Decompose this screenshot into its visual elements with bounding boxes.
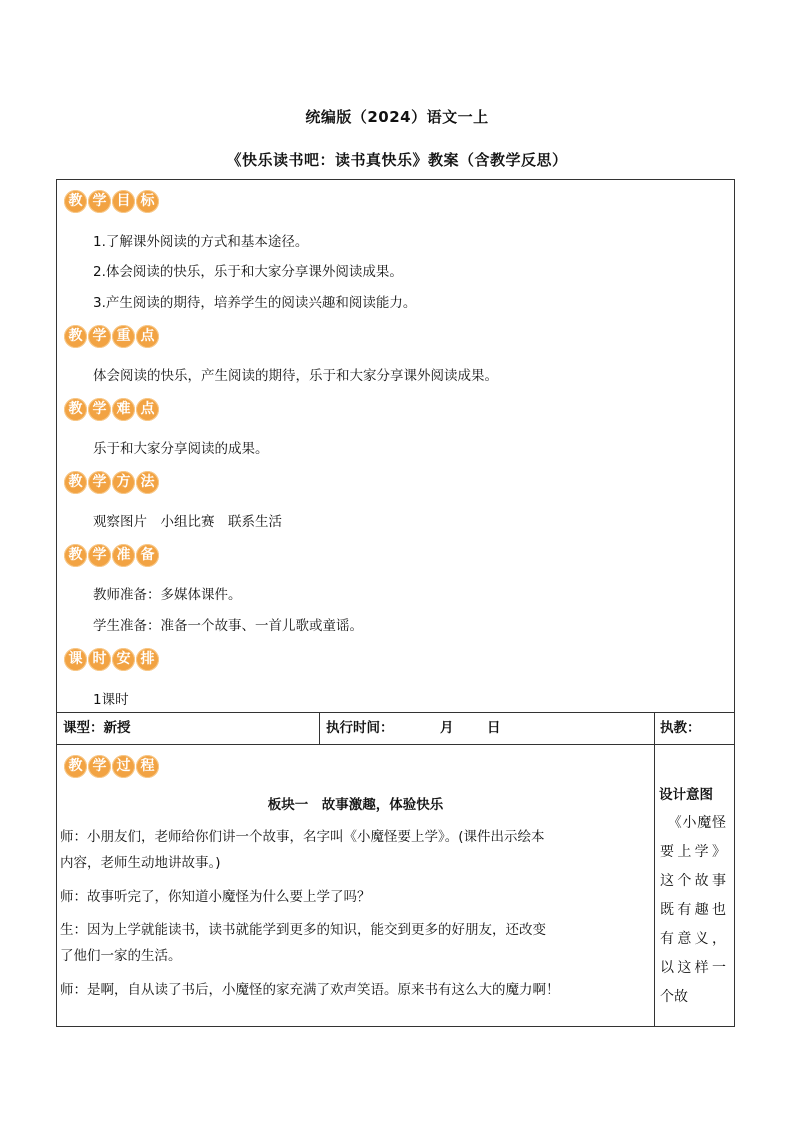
lesson-info-row [57, 713, 734, 745]
heading-char: 学 [88, 398, 111, 421]
process-line: 了他们一家的生活。 [60, 948, 182, 964]
process-line: 师：小朋友们，老师给你们讲一个故事，名字叫《小魔怪要上学》。(课件出示绘本 [60, 829, 545, 845]
process-line: 生：因为上学就能读书，读书就能学到更多的知识，能交到更多的好朋友，还改变 [60, 922, 546, 938]
key-point-line: 体会阅读的快乐，产生阅读的期待，乐于和大家分享课外阅读成果。 [93, 368, 498, 384]
heading-char: 排 [136, 648, 159, 671]
day-label: 日 [487, 720, 501, 736]
lesson-plan-table [56, 179, 735, 1027]
heading-char: 教 [64, 398, 87, 421]
goal-line: 3.产生阅读的期待，培养学生的阅读兴趣和阅读能力。 [93, 295, 417, 311]
heading-char: 目 [112, 190, 135, 213]
teacher-label: 执教： [660, 720, 701, 736]
lesson-title: 《快乐读书吧：读书真快乐》教案（含教学反思） [226, 151, 568, 169]
block-title: 板块一 故事激趣，体验快乐 [267, 797, 444, 813]
heading-char: 点 [136, 398, 159, 421]
difficulty-line: 乐于和大家分享阅读的成果。 [93, 441, 269, 457]
heading-char: 难 [112, 398, 135, 421]
heading-char: 过 [112, 755, 135, 778]
preparation-line: 学生准备：准备一个故事、一首儿歌或童谣。 [93, 618, 363, 634]
preparation-line: 教师准备：多媒体课件。 [93, 587, 242, 603]
goal-line: 2.体会阅读的快乐，乐于和大家分享课外阅读成果。 [93, 264, 403, 280]
divider [319, 713, 320, 744]
process-line: 师：故事听完了，你知道小魔怪为什么要上学了吗？ [60, 889, 371, 905]
heading-methods [64, 471, 159, 494]
heading-schedule [64, 648, 159, 671]
design-intent-text: 《小魔怪要上学》这个故事既有趣也有意义，以这样一个故 [660, 815, 726, 1005]
execution-time-label: 执行时间： [326, 720, 394, 736]
heading-char: 教 [64, 325, 87, 348]
heading-char: 课 [64, 648, 87, 671]
heading-teaching-goals [64, 190, 159, 213]
objectives-section [57, 180, 734, 713]
heading-char: 法 [136, 471, 159, 494]
heading-char: 学 [88, 325, 111, 348]
goal-line: 1.了解课外阅读的方式和基本途径。 [93, 234, 309, 250]
heading-char: 准 [112, 544, 135, 567]
design-intent-column [654, 745, 735, 1026]
heading-key-points [64, 325, 159, 348]
heading-char: 教 [64, 755, 87, 778]
method-line: 观察图片 小组比赛 联系生活 [93, 514, 282, 530]
heading-char: 学 [88, 471, 111, 494]
schedule-line: 1课时 [93, 692, 129, 708]
heading-process [64, 755, 159, 778]
teaching-process-section [57, 745, 734, 1026]
process-line: 师：是啊，自从读了书后，小魔怪的家充满了欢声笑语。原来书有这么大的魔力啊！ [60, 982, 560, 998]
heading-char: 教 [64, 544, 87, 567]
heading-char: 安 [112, 648, 135, 671]
heading-preparation [64, 544, 159, 567]
heading-char: 学 [88, 544, 111, 567]
heading-char: 点 [136, 325, 159, 348]
heading-char: 教 [64, 471, 87, 494]
process-line: 内容，老师生动地讲故事。) [60, 855, 221, 871]
divider [654, 713, 655, 744]
heading-difficulties [64, 398, 159, 421]
heading-char: 标 [136, 190, 159, 213]
heading-char: 学 [88, 190, 111, 213]
lesson-type: 课型：新授 [63, 720, 131, 736]
heading-char: 时 [88, 648, 111, 671]
heading-char: 教 [64, 190, 87, 213]
heading-char: 备 [136, 544, 159, 567]
heading-char: 学 [88, 755, 111, 778]
heading-char: 方 [112, 471, 135, 494]
heading-char: 重 [112, 325, 135, 348]
heading-char: 程 [136, 755, 159, 778]
document-title: 统编版（2024）语文一上 [305, 108, 489, 126]
month-label: 月 [440, 720, 454, 736]
design-intent-label: 设计意图 [659, 787, 713, 803]
